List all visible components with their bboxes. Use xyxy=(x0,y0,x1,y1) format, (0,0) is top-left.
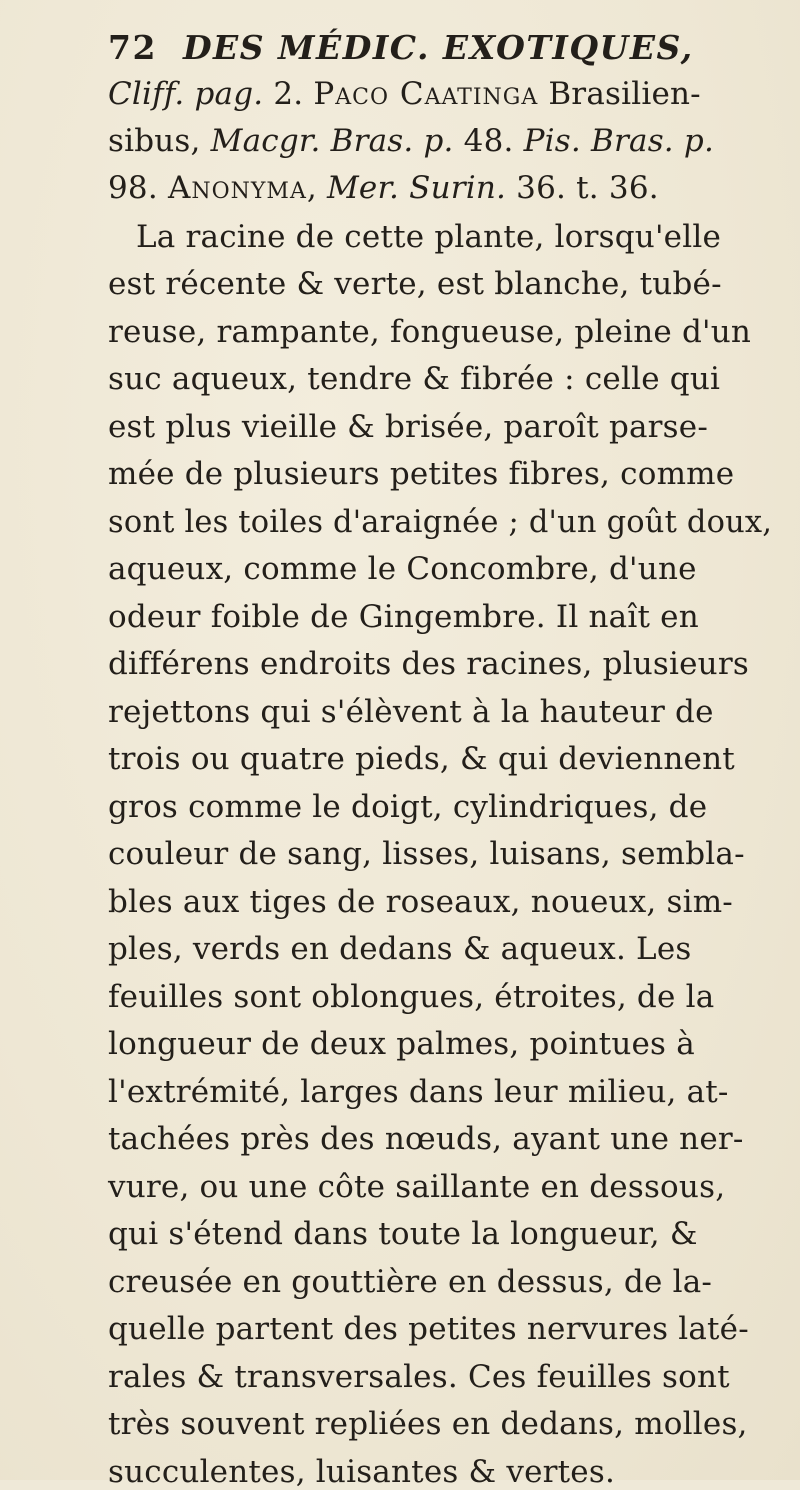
plant-name-anonyma: Anonyma xyxy=(167,170,307,206)
body-line: rales & transversales. Ces feuilles sont xyxy=(108,1359,730,1395)
body-line: longueur de deux palmes, pointues à xyxy=(108,1026,695,1062)
body-line: mée de plusieurs petites fibres, comme xyxy=(108,456,735,492)
citation-pis: Pis. Bras. p. xyxy=(523,123,715,159)
body-line: sont les toiles d'araignée ; d'un goût doux, xyxy=(108,504,773,540)
body-line: couleur de sang, lisses, luisans, sembla- xyxy=(108,836,745,872)
body-line: reuse, rampante, fongueuse, pleine d'un xyxy=(108,314,752,350)
body-line: qui s'étend dans toute la longueur, & xyxy=(108,1216,698,1252)
body-line: gros comme le doigt, cylindriques, de xyxy=(108,789,708,825)
body-line: différens endroits des racines, plusieurs xyxy=(108,646,749,682)
synonym-line-3 xyxy=(108,170,659,206)
citation-macgr: Macgr. Bras. p. xyxy=(210,123,454,159)
citation-number: 2. xyxy=(263,76,314,112)
body-line: odeur foible de Gingembre. Il naît en xyxy=(108,599,699,635)
running-header xyxy=(108,28,694,67)
body-line: très souvent repliées en dedans, molles, xyxy=(108,1406,748,1442)
body-line: est récente & verte, est blanche, tubé- xyxy=(108,266,722,302)
body-line: La racine de cette plante, lorsqu'elle xyxy=(136,219,722,255)
body-line: vure, ou une côte saillante en dessous, xyxy=(108,1169,726,1205)
body-line: bles aux tiges de roseaux, noueux, sim- xyxy=(108,884,733,920)
text-fragment: , xyxy=(306,170,327,206)
page-number: 72 xyxy=(108,28,157,67)
running-title: DES MÉDIC. EXOTIQUES, xyxy=(182,28,694,67)
body-line: quelle partent des petites nervures laté- xyxy=(108,1311,749,1347)
synonym-line-1 xyxy=(108,76,701,112)
body-line: rejettons qui s'élèvent à la hauteur de xyxy=(108,694,714,730)
body-line: est plus vieille & brisée, paroît parse- xyxy=(108,409,709,445)
citation-number: 48. xyxy=(453,123,524,159)
body-line: creusée en gouttière en dessus, de la- xyxy=(108,1264,713,1300)
body-line: succulentes, luisantes & vertes. xyxy=(108,1454,616,1490)
plant-name-paco-caatinga: Paco Caatinga xyxy=(313,76,539,112)
text-fragment: sibus, xyxy=(108,123,211,159)
body-line: l'extrémité, larges dans leur milieu, at- xyxy=(108,1074,729,1110)
body-line: trois ou quatre pieds, & qui deviennent xyxy=(108,741,735,777)
citation-mer-surin: Mer. Surin. xyxy=(326,170,507,206)
synonym-line-2 xyxy=(108,123,714,159)
text-fragment: Brasilien- xyxy=(538,76,701,112)
body-line: aqueux, comme le Concombre, d'une xyxy=(108,551,697,587)
citation-number: 36. t. 36. xyxy=(506,170,659,206)
citation-cliff: Cliff. pag. xyxy=(108,76,264,112)
body-line: ples, verds en dedans & aqueux. Les xyxy=(108,931,692,967)
body-line: feuilles sont oblongues, étroites, de la xyxy=(108,979,715,1015)
citation-number: 98. xyxy=(108,170,168,206)
body-line: tachées près des nœuds, ayant une ner- xyxy=(108,1121,744,1157)
body-line: suc aqueux, tendre & fibrée : celle qui xyxy=(108,361,721,397)
